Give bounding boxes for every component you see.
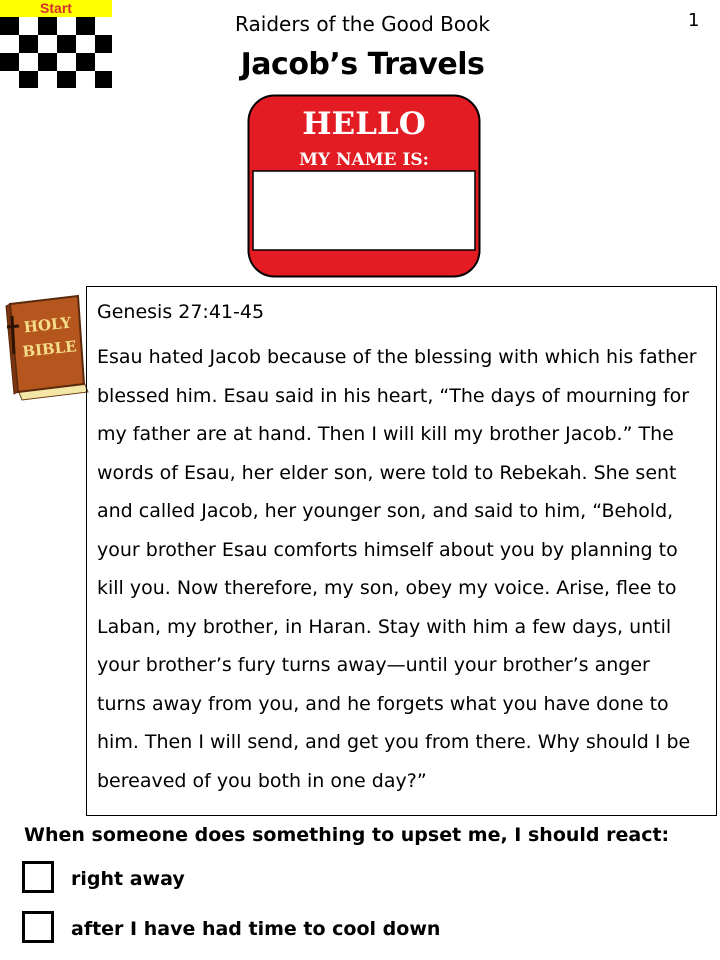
scripture-line: turns away from you, and he forgets what you have done to	[97, 692, 669, 715]
scripture-line: kill you. Now therefore, my son, obey my voice. Arise, flee to	[97, 577, 677, 599]
scripture-line: him. Then I will send, and get you from there. Why should I be	[97, 731, 691, 753]
page-number: 1	[688, 10, 700, 31]
scripture-line: my father are at hand. Then I will kill my brother Jacob.” The	[97, 423, 674, 445]
start-label: Start	[0, 0, 112, 17]
scripture-text	[97, 338, 712, 800]
name-tag-my-name-is: MY NAME IS:	[299, 150, 429, 170]
scripture-line: Laban, my brother, in Haran. Stay with him a few days, until	[97, 615, 672, 638]
scripture-line: bereaved of you both in one day?”	[97, 769, 427, 792]
option-checkbox[interactable]	[22, 911, 54, 943]
question-prompt: When someone does something to upset me, I should react:	[24, 824, 670, 846]
scripture-line: words of Esau, her elder son, were told to Rebekah. She sent	[97, 461, 677, 484]
option-label: right away	[71, 868, 185, 890]
scripture-line: Esau hated Jacob because of the blessing with which his father	[97, 346, 697, 368]
scripture-box	[86, 286, 717, 816]
holy-bible-icon	[4, 294, 90, 402]
option-checkbox[interactable]	[22, 861, 54, 893]
scripture-line: and called Jacob, her younger son, and said to him, “Behold,	[97, 500, 674, 522]
lesson-title: Jacob’s Travels	[240, 47, 485, 82]
name-tag	[247, 94, 481, 278]
name-tag-hello: HELLO	[302, 106, 426, 142]
scripture-line: your brother’s fury turns away—until your brother’s anger	[97, 654, 650, 676]
series-title: Raiders of the Good Book	[235, 12, 490, 36]
scripture-line: blessed him. Esau said in his heart, “The days of mourning for	[97, 384, 690, 407]
bible-label-bible: BIBLE	[21, 337, 78, 361]
scripture-reference: Genesis 27:41-45	[97, 301, 265, 323]
scripture-line: your brother Esau comforts himself about you by planning to	[97, 538, 678, 561]
name-tag-blank-field	[253, 171, 475, 250]
bible-label-holy: HOLY	[22, 313, 73, 337]
option-label: after I have had time to cool down	[71, 918, 441, 940]
